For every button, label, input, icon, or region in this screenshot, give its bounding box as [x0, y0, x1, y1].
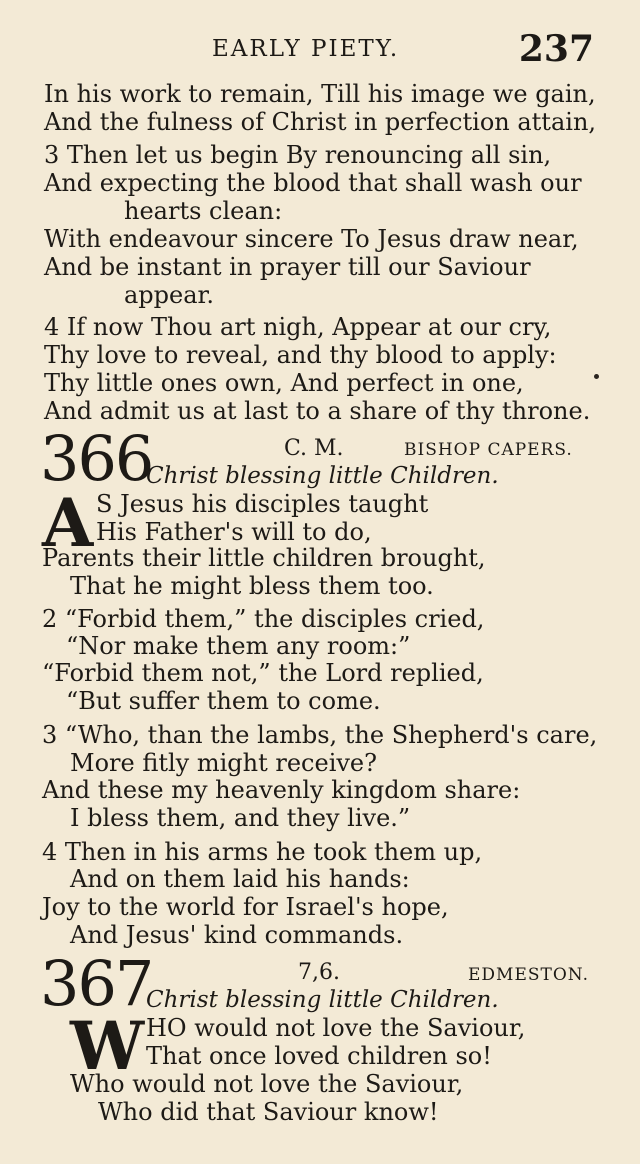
verse-line: And admit us at last to a share of thy throne. — [44, 397, 591, 425]
verse-line: And be instant in prayer till our Saviour — [44, 253, 531, 281]
verse-line: More fitly might receive? — [70, 749, 377, 777]
verse-line: I bless them, and they live.” — [70, 804, 411, 832]
drop-cap: W — [70, 1007, 145, 1085]
verse-line: That he might bless them too. — [70, 572, 434, 600]
verse-line: And the fulness of Christ in perfection attain, — [44, 108, 597, 136]
verse-line: That once loved children so! — [146, 1042, 492, 1070]
verse-line: With endeavour sincere To Jesus draw near, — [44, 225, 579, 253]
ink-speck — [594, 374, 599, 379]
verse-line: And on them laid his hands: — [70, 865, 410, 893]
verse-line: Joy to the world for Israel's hope, — [42, 893, 449, 921]
verse-line: His Father's will to do, — [96, 518, 372, 546]
verse-line: 2 “Forbid them,” the disciples cried, — [42, 605, 485, 633]
hymn-composer: EDMESTON. — [468, 965, 589, 985]
verse-line: 3 Then let us begin By renouncing all sin, — [44, 141, 552, 169]
hymn-subtitle: Christ blessing little Children. — [146, 987, 499, 1013]
verse-line: Thy love to reveal, and thy blood to apply: — [44, 341, 557, 369]
verse-line: And Jesus' kind commands. — [70, 921, 404, 949]
hymn-meter: 7,6. — [298, 960, 340, 985]
hymn-number: 366 — [40, 422, 153, 495]
verse-line: Who did that Saviour know! — [98, 1098, 439, 1126]
verse-line: 4 Then in his arms he took them up, — [42, 838, 483, 866]
page-number: 237 — [518, 28, 594, 70]
verse-line: 4 If now Thou art nigh, Appear at our cry, — [44, 313, 552, 341]
verse-line: Thy little ones own, And perfect in one, — [44, 369, 524, 397]
verse-line: And expecting the blood that shall wash our — [44, 169, 582, 197]
verse-line: 3 “Who, than the lambs, the Shepherd's care, — [42, 721, 598, 749]
hymn-composer: BISHOP CAPERS. — [404, 440, 573, 460]
verse-line: And these my heavenly kingdom share: — [42, 776, 521, 804]
verse-line: In his work to remain, Till his image we gain, — [44, 80, 596, 108]
hymn-subtitle: Christ blessing little Children. — [146, 463, 499, 489]
running-head-title: EARLY PIETY. — [212, 36, 400, 62]
hymn-meter: C. M. — [284, 436, 344, 461]
verse-line: Who would not love the Saviour, — [70, 1070, 464, 1098]
verse-line: HO would not love the Saviour, — [146, 1014, 526, 1042]
verse-line: appear. — [124, 281, 215, 309]
verse-line: “Nor make them any room:” — [66, 632, 411, 660]
drop-cap: A — [42, 484, 94, 562]
verse-line: “But suffer them to come. — [66, 687, 381, 715]
verse-line: hearts clean: — [124, 197, 283, 225]
verse-line: S Jesus his disciples taught — [96, 490, 429, 518]
verse-line: “Forbid them not,” the Lord replied, — [42, 659, 484, 687]
hymn-number: 367 — [40, 947, 153, 1020]
verse-line: Parents their little children brought, — [42, 544, 486, 572]
